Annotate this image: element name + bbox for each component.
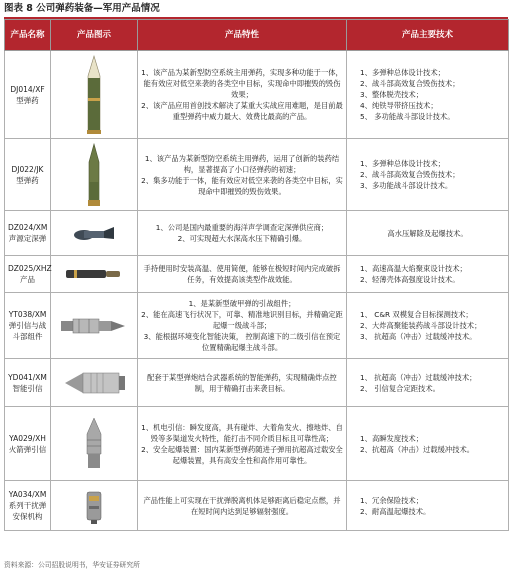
tech-line: 1、 抗超高（冲击）过载缓冲技术； [360,372,477,382]
tech-line: 2、抗超高（冲击）过载缓冲技术。 [360,444,475,454]
fuze-warhead-icon [59,311,129,341]
feature-line: 2、能在高速飞行状况下，可靠、精准地识别目标，并精确定距起爆一级战斗部； [141,310,343,330]
tech-line: 2、战斗部高效复合毁伤技术； [360,79,460,88]
product-features [138,293,347,359]
product-techs [347,139,509,211]
tech-line: 高水压解除及起爆技术。 [387,228,468,238]
feature-line: 3、能根据环境变化智能决策， 控制高速下的二级引信在预定位置精确起爆主战斗部。 [143,332,341,352]
table-row [5,359,509,407]
product-image-cell [51,407,138,481]
product-image-cell [51,211,138,256]
feature-line: 配套于某型弹炮结合武器系统的智能弹药，实现精确炸点控制，用于精确打击来袭目标。 [147,372,337,393]
tech-line: 2、轻薄壳体高强度设计技术。 [360,275,460,284]
table-row [5,211,509,256]
feature-line: 2、可实现超大水深高水压下精确引爆。 [177,234,307,243]
feature-line: 2、该产品应用首创技术解决了某重大实战应用难题，是目前最重型弹药中威力最大、效费比最高的产品。 [141,101,343,121]
product-image-cell [51,359,138,407]
figure-title: 图表 8 公司弹药装备—军用产品情况 [4,3,160,14]
tech-line: 4、纯铁导带挤压技术； [360,101,438,110]
product-name: DJ014/XF 型弹药 [5,51,51,139]
product-techs [347,211,509,256]
cylinder-device-icon [64,266,124,282]
header-product-image: 产品图示 [51,20,138,51]
product-name: DJ022/JK 型弹药 [5,139,51,211]
product-features [138,359,347,407]
table-row [5,139,509,211]
feature-line: 1、是某新型破甲弹的引战组件； [188,299,296,308]
table-row [5,256,509,293]
product-name: DZ024/XM 声源定深弹 [5,211,51,256]
tech-line: 1、多弹种总体设计技术； [360,68,445,77]
product-features [138,256,347,293]
header-product-tech: 产品主要技术 [347,20,509,51]
product-features [138,51,347,139]
product-image-cell [51,256,138,293]
tech-line: 2、 引信复合定距技术。 [360,383,440,393]
product-name: YA029/XH 火箭弹引信 [5,407,51,481]
product-features [138,211,347,256]
table-row [5,481,509,531]
product-techs [347,51,509,139]
product-techs [347,407,509,481]
product-techs [347,481,509,531]
table-row [5,51,509,139]
tech-line: 2、战斗部高效复合毁伤技术； [360,170,460,179]
feature-line: 1、该产品为某新型防空系统主用弹药，运用了创新的装药结构，显著提高了小口径弹药的初速； [144,153,340,174]
product-image-cell [51,293,138,359]
feature-line: 2、安全起爆装置：国内某新型弹药随进子弹用抗超高过载安全起爆装置，具有高安全性和高作用可靠性。 [141,444,343,465]
tech-line: 5、 多功能战斗部设计技术。 [360,112,455,121]
table-header-row [5,20,509,51]
product-techs [347,359,509,407]
depth-charge-icon [72,223,116,243]
shell-green-tall-icon [83,54,105,136]
table-row [5,293,509,359]
product-name: DZ025/XHZ 产品 [5,256,51,293]
product-image-cell [51,51,138,139]
product-name: YA034/XM 系列干扰弹安保机构 [5,481,51,531]
tech-line: 3、多功能战斗部设计技术。 [360,181,453,190]
product-techs [347,256,509,293]
rocket-fuze-icon [79,414,109,474]
product-name: YD041/XM 智能引信 [5,359,51,407]
safety-mechanism-icon [79,486,109,526]
source-note: 资料来源：公司招股说明书，华安证券研究所 [4,561,140,569]
tech-line: 3、整体脱壳技术； [360,90,424,99]
product-features [138,407,347,481]
feature-line: 2、集多功能于一体，能有效应对低空来袭的各类空中目标，实现命中即摧毁的毁伤效果。 [141,175,343,196]
tech-line: 3、 抗超高（冲击）过载缓冲技术。 [360,332,477,341]
feature-line: 1、公司是国内最重要的海洋声学调查定深弹供应商； [155,223,329,232]
product-features [138,139,347,211]
product-table [4,19,509,531]
header-product-features: 产品特性 [138,20,347,51]
tech-line: 1、高速高温大焰聚束设计技术； [360,264,467,273]
product-image-cell [51,481,138,531]
product-name: YT038/XM 弹引信与战斗部组件 [5,293,51,359]
feature-line: 产品性能上可实现在干扰弹脱离机体足够距离后稳定点燃，并在短时间内达到足够辐射强度。 [143,495,341,516]
tech-line: 2、耐高温起爆技术。 [360,506,431,516]
feature-line: 1、该产品为某新型防空系统主用弹药，实现多种功能于一体，能有效应对低空来袭的各类空中目标，实现命中即摧毁的毁伤效果； [141,68,343,99]
tech-line: 1、 C&R 双模复合目标探测技术； [360,310,473,319]
shell-green-pointed-icon [83,142,105,208]
product-image-cell [51,139,138,211]
header-product-name: 产品名称 [5,20,51,51]
smart-fuze-icon [61,366,127,400]
feature-line: 手持便用时安装高温、使用简便，能够在极短时间内完成破拆任务，有效提高该类型作战效能。 [143,264,341,284]
tech-line: 2、大炸高聚能装药战斗部设计技术； [360,321,482,330]
tech-line: 1、冗余保险技术； [360,495,424,505]
figure-title-bar [4,2,508,19]
product-techs [347,293,509,359]
feature-line: 1、机电引信：瞬发度高，具有碰炸、大着角发火、擦地炸、自毁等多渠道发火特性，能打击不同介质目标且可靠性高； [141,422,343,443]
tech-line: 1、高瞬发度技术； [360,433,424,443]
product-features [138,481,347,531]
table-row [5,407,509,481]
tech-line: 1、多弹种总体设计技术； [360,159,445,168]
